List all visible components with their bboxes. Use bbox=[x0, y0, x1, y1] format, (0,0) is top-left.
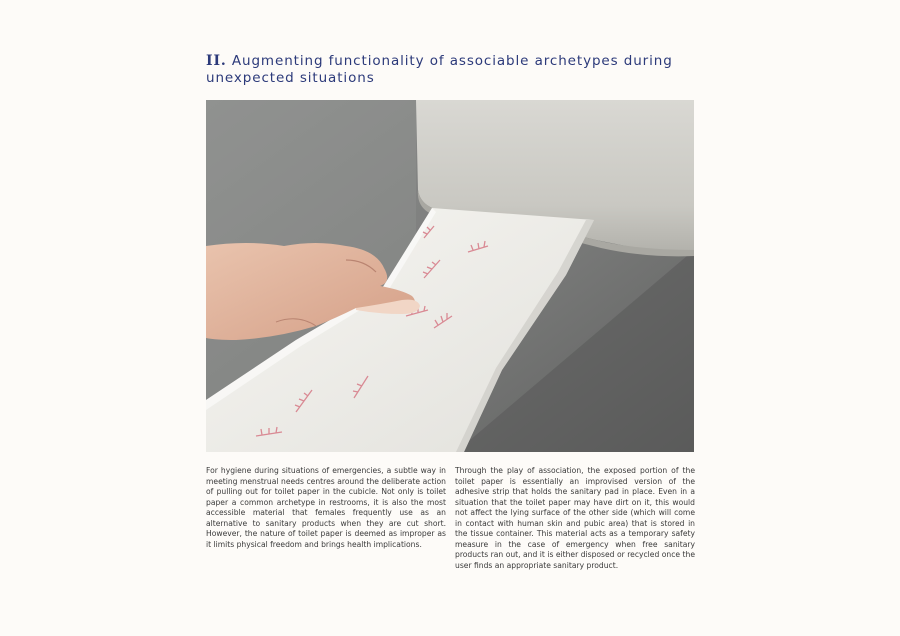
body-left-column: For hygiene during situations of emergencies, a subtle way in meeting menstrual needs centres around the deliberate action of pulling out for toilet paper in the cubicle. Not only is toilet paper a common archetype in restrooms, it is also the most accessible material that females frequently use as an alternative to sanitary products when they are cut short. However, the nature of toilet paper is deemed as improper as it limits physical freedom and brings health implications. bbox=[206, 466, 446, 549]
toilet-paper-photo bbox=[206, 100, 694, 452]
body-right-column: Through the play of association, the exposed portion of the toilet paper is essentially an improvised version of the adhesive strip that holds the sanitary pad in place. Even in a situation that the toilet paper may have dirt on it, this would not affect the lying surface of the other side (which will come in contact with human skin and pubic area) that is stored in the tissue container. This material acts as a temporary safety measure in the case of emergency when free sanitary products ran out, and it is either disposed or recycled once the user finds an appropriate sanitary product. bbox=[455, 466, 695, 570]
section-numeral: II. bbox=[206, 53, 227, 69]
section-heading bbox=[206, 53, 706, 87]
section-title-line2: unexpected situations bbox=[206, 70, 375, 86]
section-title-line1: Augmenting functionality of associable archetypes during bbox=[231, 53, 673, 69]
